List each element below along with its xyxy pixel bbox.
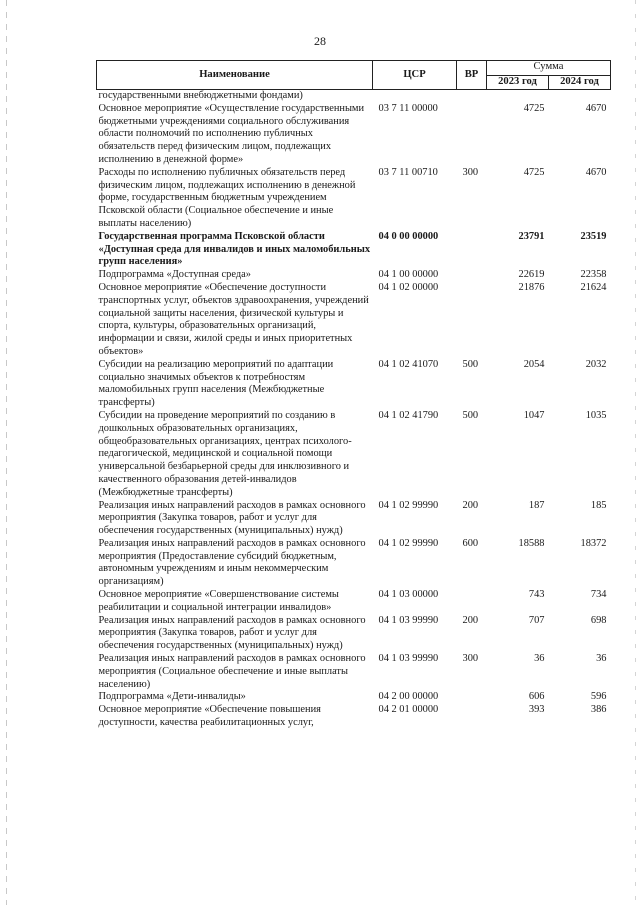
row-amount-2024: 21624 — [580, 281, 607, 293]
row-amount-2023: 23791 — [518, 230, 545, 242]
row-amount-2023: 393 — [528, 704, 545, 716]
budget-table — [96, 60, 611, 730]
row-csr-code: 04 0 00 00000 — [378, 230, 439, 242]
table-row — [97, 615, 611, 653]
row-name: Основное мероприятие «Обеспечение доступности транспортных услуг, объектов здравоохранения, учреждений социальной защиты населения, физической культуры и спорта, культуры, образовательных организаций, информации и связи, жилой среды и иных приоритетных объектов» — [98, 281, 369, 357]
row-amount-2024: 698 — [590, 614, 607, 626]
header-name: Наименование — [97, 61, 373, 90]
table-row — [97, 410, 611, 500]
header-year-2023: 2023 год — [487, 75, 549, 90]
table-row — [97, 704, 611, 730]
row-amount-2023: 606 — [528, 691, 545, 703]
table-row — [97, 90, 611, 103]
row-vr-code: 200 — [462, 499, 479, 511]
row-name: государственными внебюджетными фондами) — [98, 90, 303, 101]
row-csr-code: 04 1 02 99990 — [378, 537, 439, 549]
row-amount-2024: 596 — [590, 691, 607, 703]
row-amount-2023: 1047 — [523, 409, 545, 421]
table-row — [97, 538, 611, 589]
header-sum: Сумма — [487, 61, 611, 76]
page-number: 28 — [314, 34, 326, 48]
row-csr-code: 03 7 11 00000 — [378, 102, 438, 114]
row-amount-2023: 4725 — [523, 166, 545, 178]
row-amount-2023: 22619 — [518, 269, 545, 281]
table-row — [97, 691, 611, 704]
row-name: Субсидии на проведение мероприятий по созданию в дошкольных образовательных организациях, общеобразовательных организациях, центрах психолого-педагогической, медицинской и социальной помощи универсальной безбарьерной среды для инклюзивного и качественного образования детей-инвалидов (Межбюджетные трансферты) — [98, 409, 352, 498]
row-amount-2023: 36 — [534, 653, 545, 665]
row-vr-code: 300 — [462, 166, 479, 178]
row-csr-code: 04 1 02 00000 — [378, 281, 439, 293]
header-csr: ЦСР — [373, 61, 457, 90]
row-name: Основное мероприятие «Осуществление государственными бюджетными учреждениями социального обслуживания области полномочий по исполнению публичных обязательств перед физическим лицом, подлежащих исполнению в денежной форме» — [98, 102, 365, 165]
row-name: Реализация иных направлений расходов в рамках основного мероприятия (Закупка товаров, работ и услуг для обеспечения государственных (муниципальных) нужд) — [98, 614, 366, 652]
row-name: Реализация иных направлений расходов в рамках основного мероприятия (Социальное обеспечение и иные выплаты населению) — [98, 653, 366, 690]
row-name: Государственная программа Псковской области «Доступная среда для инвалидов и иных маломобильных групп населения» — [98, 230, 371, 268]
header-year-2024: 2024 год — [549, 75, 611, 90]
row-amount-2023: 21876 — [518, 281, 545, 293]
row-csr-code: 04 1 02 99990 — [378, 499, 439, 511]
row-amount-2024: 23519 — [580, 230, 607, 242]
table-row — [97, 500, 611, 538]
row-vr-code: 200 — [462, 614, 479, 626]
row-csr-code: 04 1 02 41790 — [378, 409, 439, 421]
table-row — [97, 359, 611, 410]
row-amount-2024: 4670 — [585, 166, 607, 178]
row-vr-code: 500 — [462, 409, 479, 421]
row-amount-2024: 386 — [590, 704, 607, 716]
row-csr-code: 04 1 03 00000 — [378, 589, 439, 601]
row-amount-2024: 22358 — [580, 269, 607, 281]
row-amount-2023: 707 — [528, 614, 545, 626]
row-name: Основное мероприятие «Совершенствование системы реабилитации и социальной интеграции инвалидов» — [98, 589, 339, 613]
row-csr-code: 04 2 00 00000 — [378, 691, 439, 703]
header-vr: ВР — [457, 61, 487, 90]
table-header — [97, 61, 611, 90]
row-vr-code — [457, 691, 487, 704]
row-vr-code — [457, 589, 487, 615]
row-amount-2023: 187 — [528, 499, 545, 511]
scan-edge-left — [6, 0, 7, 905]
row-amount-2024: 4670 — [585, 102, 607, 114]
row-vr-code — [457, 704, 487, 730]
row-vr-code — [457, 103, 487, 167]
row-amount-2024: 36 — [596, 653, 607, 665]
row-csr-code: 03 7 11 00710 — [378, 166, 438, 178]
row-vr-code: 600 — [462, 537, 479, 549]
row-vr-code — [457, 269, 487, 282]
table-row — [97, 589, 611, 615]
row-amount-2024: 18372 — [580, 537, 607, 549]
row-amount-2023 — [487, 90, 549, 103]
row-amount-2024: 2032 — [585, 358, 607, 370]
row-name: Реализация иных направлений расходов в рамках основного мероприятия (Закупка товаров, работ и услуг для обеспечения государственных (муниципальных) нужд) — [98, 499, 366, 537]
row-name: Подпрограмма «Доступная среда» — [98, 269, 251, 281]
table-row — [97, 269, 611, 282]
row-vr-code — [457, 231, 487, 269]
row-vr-code — [457, 282, 487, 359]
row-amount-2023: 743 — [528, 589, 545, 601]
table-row — [97, 167, 611, 231]
row-amount-2024: 1035 — [585, 409, 607, 421]
row-amount-2023: 18588 — [518, 537, 545, 549]
table-row — [97, 103, 611, 167]
row-name: Расходы по исполнению публичных обязательств перед физическим лицом, подлежащих исполнению в денежной форме, государственным бюджетным учреждением Псковской области (Социальное обеспечение и иные выплаты населению) — [98, 166, 356, 229]
row-amount-2024: 185 — [590, 499, 607, 511]
row-amount-2024: 734 — [590, 589, 607, 601]
row-amount-2024 — [549, 90, 611, 103]
row-csr-code: 04 1 03 99990 — [378, 614, 439, 626]
table-row — [97, 282, 611, 359]
row-vr-code: 500 — [462, 358, 479, 370]
row-vr-code: 300 — [462, 653, 479, 665]
table-row — [97, 231, 611, 269]
scan-edge-right — [635, 0, 636, 905]
row-csr-code — [373, 90, 457, 103]
row-csr-code: 04 1 00 00000 — [378, 269, 439, 281]
row-name: Основное мероприятие «Обеспечение повышения доступности, качества реабилитационных услуг, — [98, 704, 321, 729]
row-name: Субсидии на реализацию мероприятий по адаптации социально значимых объектов к потребностям маломобильных групп населения (Межбюджетные трансферты) — [98, 358, 334, 409]
table-row — [97, 653, 611, 691]
row-name: Подпрограмма «Дети-инвалиды» — [98, 691, 246, 703]
row-csr-code: 04 1 02 41070 — [378, 358, 439, 370]
row-csr-code: 04 2 01 00000 — [378, 704, 439, 716]
row-name: Реализация иных направлений расходов в рамках основного мероприятия (Предоставление субсидий бюджетным, автономным учреждениям и иным некоммерческим организациям) — [98, 537, 366, 588]
row-vr-code — [457, 90, 487, 103]
row-csr-code: 04 1 03 99990 — [378, 653, 439, 665]
row-amount-2023: 2054 — [523, 358, 545, 370]
table-body — [97, 90, 611, 730]
row-amount-2023: 4725 — [523, 102, 545, 114]
